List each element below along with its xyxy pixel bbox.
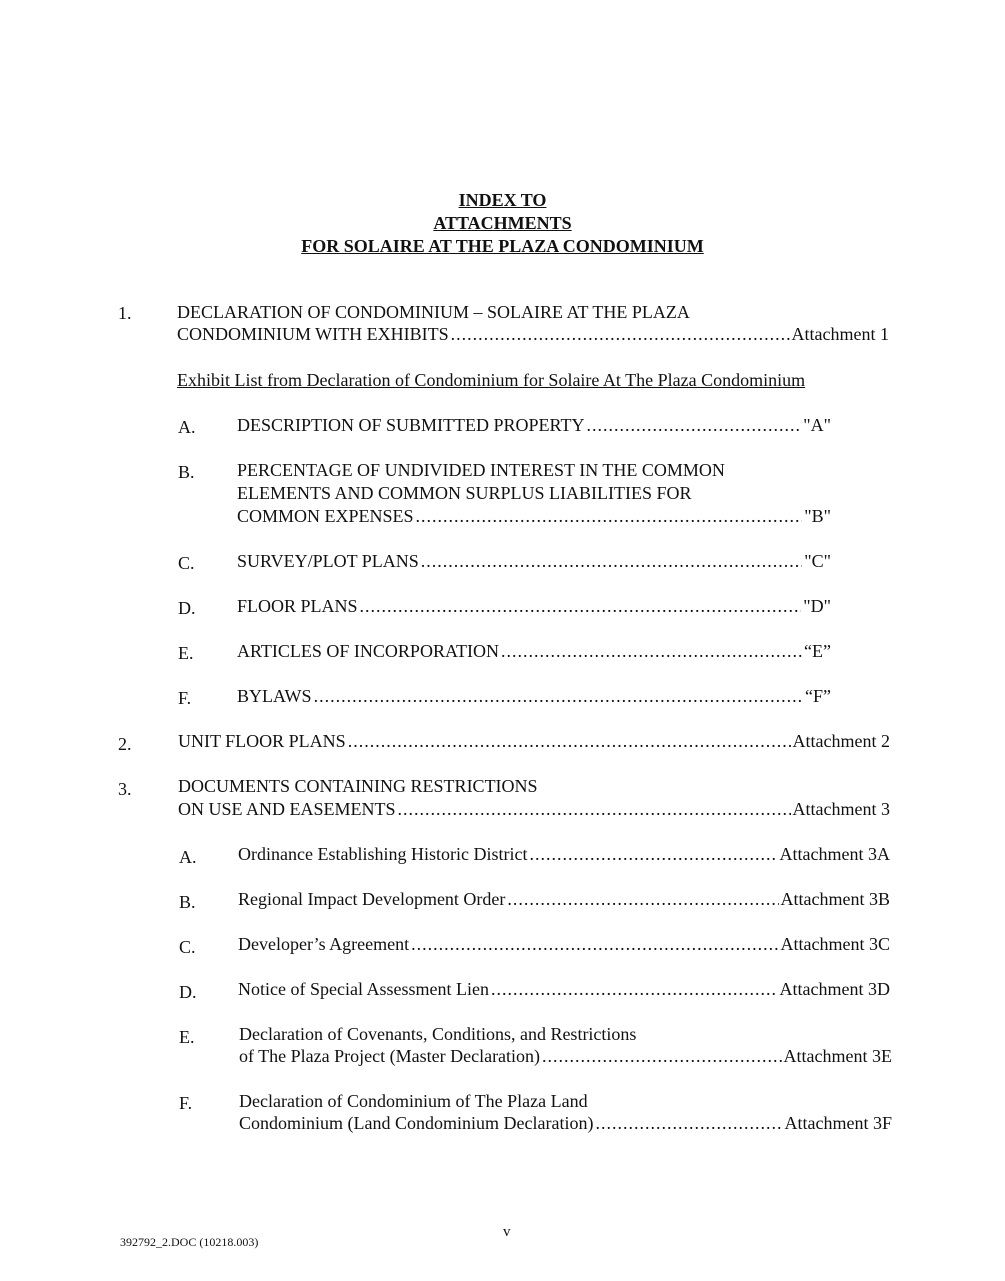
section-3f-letter: F.: [179, 1093, 193, 1113]
section-3f-reference: Attachment 3F: [784, 1113, 892, 1133]
item-3-reference: Attachment 3: [792, 799, 890, 819]
section-3d-reference: Attachment 3D: [779, 979, 890, 999]
section-3c-reference: Attachment 3C: [780, 934, 890, 954]
leader-dots: [398, 798, 791, 820]
leader-dots: [529, 843, 777, 865]
exhibit-c-letter: C.: [178, 553, 195, 573]
leader-dots: [507, 888, 778, 910]
section-3c-title: Developer’s Agreement: [238, 934, 410, 954]
item-1-reference: Attachment 1: [791, 324, 889, 344]
item-2-reference: Attachment 2: [792, 731, 890, 751]
title-line-1: INDEX TO: [458, 190, 547, 210]
exhibit-c-reference: "C": [804, 551, 831, 571]
leader-dots: [451, 323, 790, 345]
exhibit-a-reference: "A": [803, 415, 831, 435]
section-3a-title: Ordinance Establishing Historic District: [238, 844, 528, 864]
leader-dots: [501, 640, 802, 662]
section-3f-title-line-1: Declaration of Condominium of The Plaza Land: [239, 1091, 588, 1111]
exhibit-a-letter: A.: [178, 417, 196, 437]
leader-dots: [586, 414, 801, 436]
section-3b-reference: Attachment 3B: [780, 889, 890, 909]
exhibit-b-title-line-1: PERCENTAGE OF UNDIVIDED INTEREST IN THE COMMON: [237, 460, 725, 480]
section-3a-reference: Attachment 3A: [779, 844, 890, 864]
title-line-3: FOR SOLAIRE AT THE PLAZA CONDOMINIUM: [301, 236, 704, 256]
leader-dots: [348, 730, 791, 752]
leader-dots: [416, 505, 803, 527]
item-2-number: 2.: [118, 734, 132, 754]
title-line-2: ATTACHMENTS: [433, 213, 572, 233]
exhibit-e-title: ARTICLES OF INCORPORATION: [237, 641, 499, 661]
document-id: 392792_2.DOC (10218.003): [120, 1235, 259, 1249]
section-3f-entry: [239, 1112, 892, 1134]
exhibit-b-reference: "B": [804, 506, 831, 526]
section-3e-reference: Attachment 3E: [783, 1046, 892, 1066]
page-number: v: [503, 1224, 511, 1240]
exhibit-f-title: BYLAWS: [237, 686, 312, 706]
item-3-title-line-2: ON USE AND EASEMENTS: [178, 799, 396, 819]
leader-dots: [542, 1045, 781, 1067]
exhibit-a-title: DESCRIPTION OF SUBMITTED PROPERTY: [237, 415, 585, 435]
section-3e-title-line-2: of The Plaza Project (Master Declaration): [239, 1046, 541, 1066]
item-2-entry: [178, 730, 890, 752]
exhibit-b-title-line-3: COMMON EXPENSES: [237, 506, 414, 526]
section-3e-letter: E.: [179, 1027, 195, 1047]
item-3-title-line-1: DOCUMENTS CONTAINING RESTRICTIONS: [178, 776, 538, 796]
section-3a-letter: A.: [179, 847, 197, 867]
exhibit-c-entry: [237, 550, 831, 572]
section-3e-title-line-1: Declaration of Covenants, Conditions, and Restrictions: [239, 1024, 637, 1044]
exhibit-d-letter: D.: [178, 598, 196, 618]
leader-dots: [491, 978, 778, 1000]
exhibit-d-entry: [237, 595, 831, 617]
section-3b-title: Regional Impact Development Order: [238, 889, 506, 909]
item-3-number: 3.: [118, 779, 132, 799]
exhibit-b-entry: [237, 505, 831, 527]
section-3b-entry: [238, 888, 890, 910]
exhibit-a-entry: [237, 414, 831, 436]
section-3f-title-line-2: Condominium (Land Condominium Declaration): [239, 1113, 594, 1133]
exhibit-f-letter: F.: [178, 688, 192, 708]
leader-dots: [595, 1112, 782, 1134]
section-3d-letter: D.: [179, 982, 197, 1002]
exhibit-b-letter: B.: [178, 462, 195, 482]
item-2-title: UNIT FLOOR PLANS: [178, 731, 346, 751]
leader-dots: [314, 685, 803, 707]
exhibit-f-entry: [237, 685, 831, 707]
exhibit-f-reference: “F”: [805, 686, 831, 706]
exhibit-d-reference: "D": [803, 596, 831, 616]
item-1-title-line-2: CONDOMINIUM WITH EXHIBITS: [177, 324, 449, 344]
exhibit-c-title: SURVEY/PLOT PLANS: [237, 551, 419, 571]
item-1-title-line-1: DECLARATION OF CONDOMINIUM – SOLAIRE AT THE PLAZA: [177, 302, 690, 322]
exhibit-b-title-line-2: ELEMENTS AND COMMON SURPLUS LIABILITIES FOR: [237, 483, 692, 503]
section-3a-entry: [238, 843, 890, 865]
section-3b-letter: B.: [179, 892, 196, 912]
exhibit-e-letter: E.: [178, 643, 194, 663]
exhibit-d-title: FLOOR PLANS: [237, 596, 358, 616]
item-1-number: 1.: [118, 303, 132, 323]
leader-dots: [360, 595, 802, 617]
section-3d-title: Notice of Special Assessment Lien: [238, 979, 489, 999]
document-title: [0, 189, 1005, 258]
exhibit-e-reference: “E”: [804, 641, 831, 661]
exhibit-e-entry: [237, 640, 831, 662]
section-3d-entry: [238, 978, 890, 1000]
leader-dots: [411, 933, 778, 955]
section-3c-entry: [238, 933, 890, 955]
item-3-entry: [178, 798, 890, 820]
section-3c-letter: C.: [179, 937, 196, 957]
exhibit-list-heading: Exhibit List from Declaration of Condominium for Solaire At The Plaza Condominium: [177, 370, 806, 390]
section-3e-entry: [239, 1045, 892, 1067]
leader-dots: [421, 550, 803, 572]
item-1-entry: [177, 323, 889, 345]
